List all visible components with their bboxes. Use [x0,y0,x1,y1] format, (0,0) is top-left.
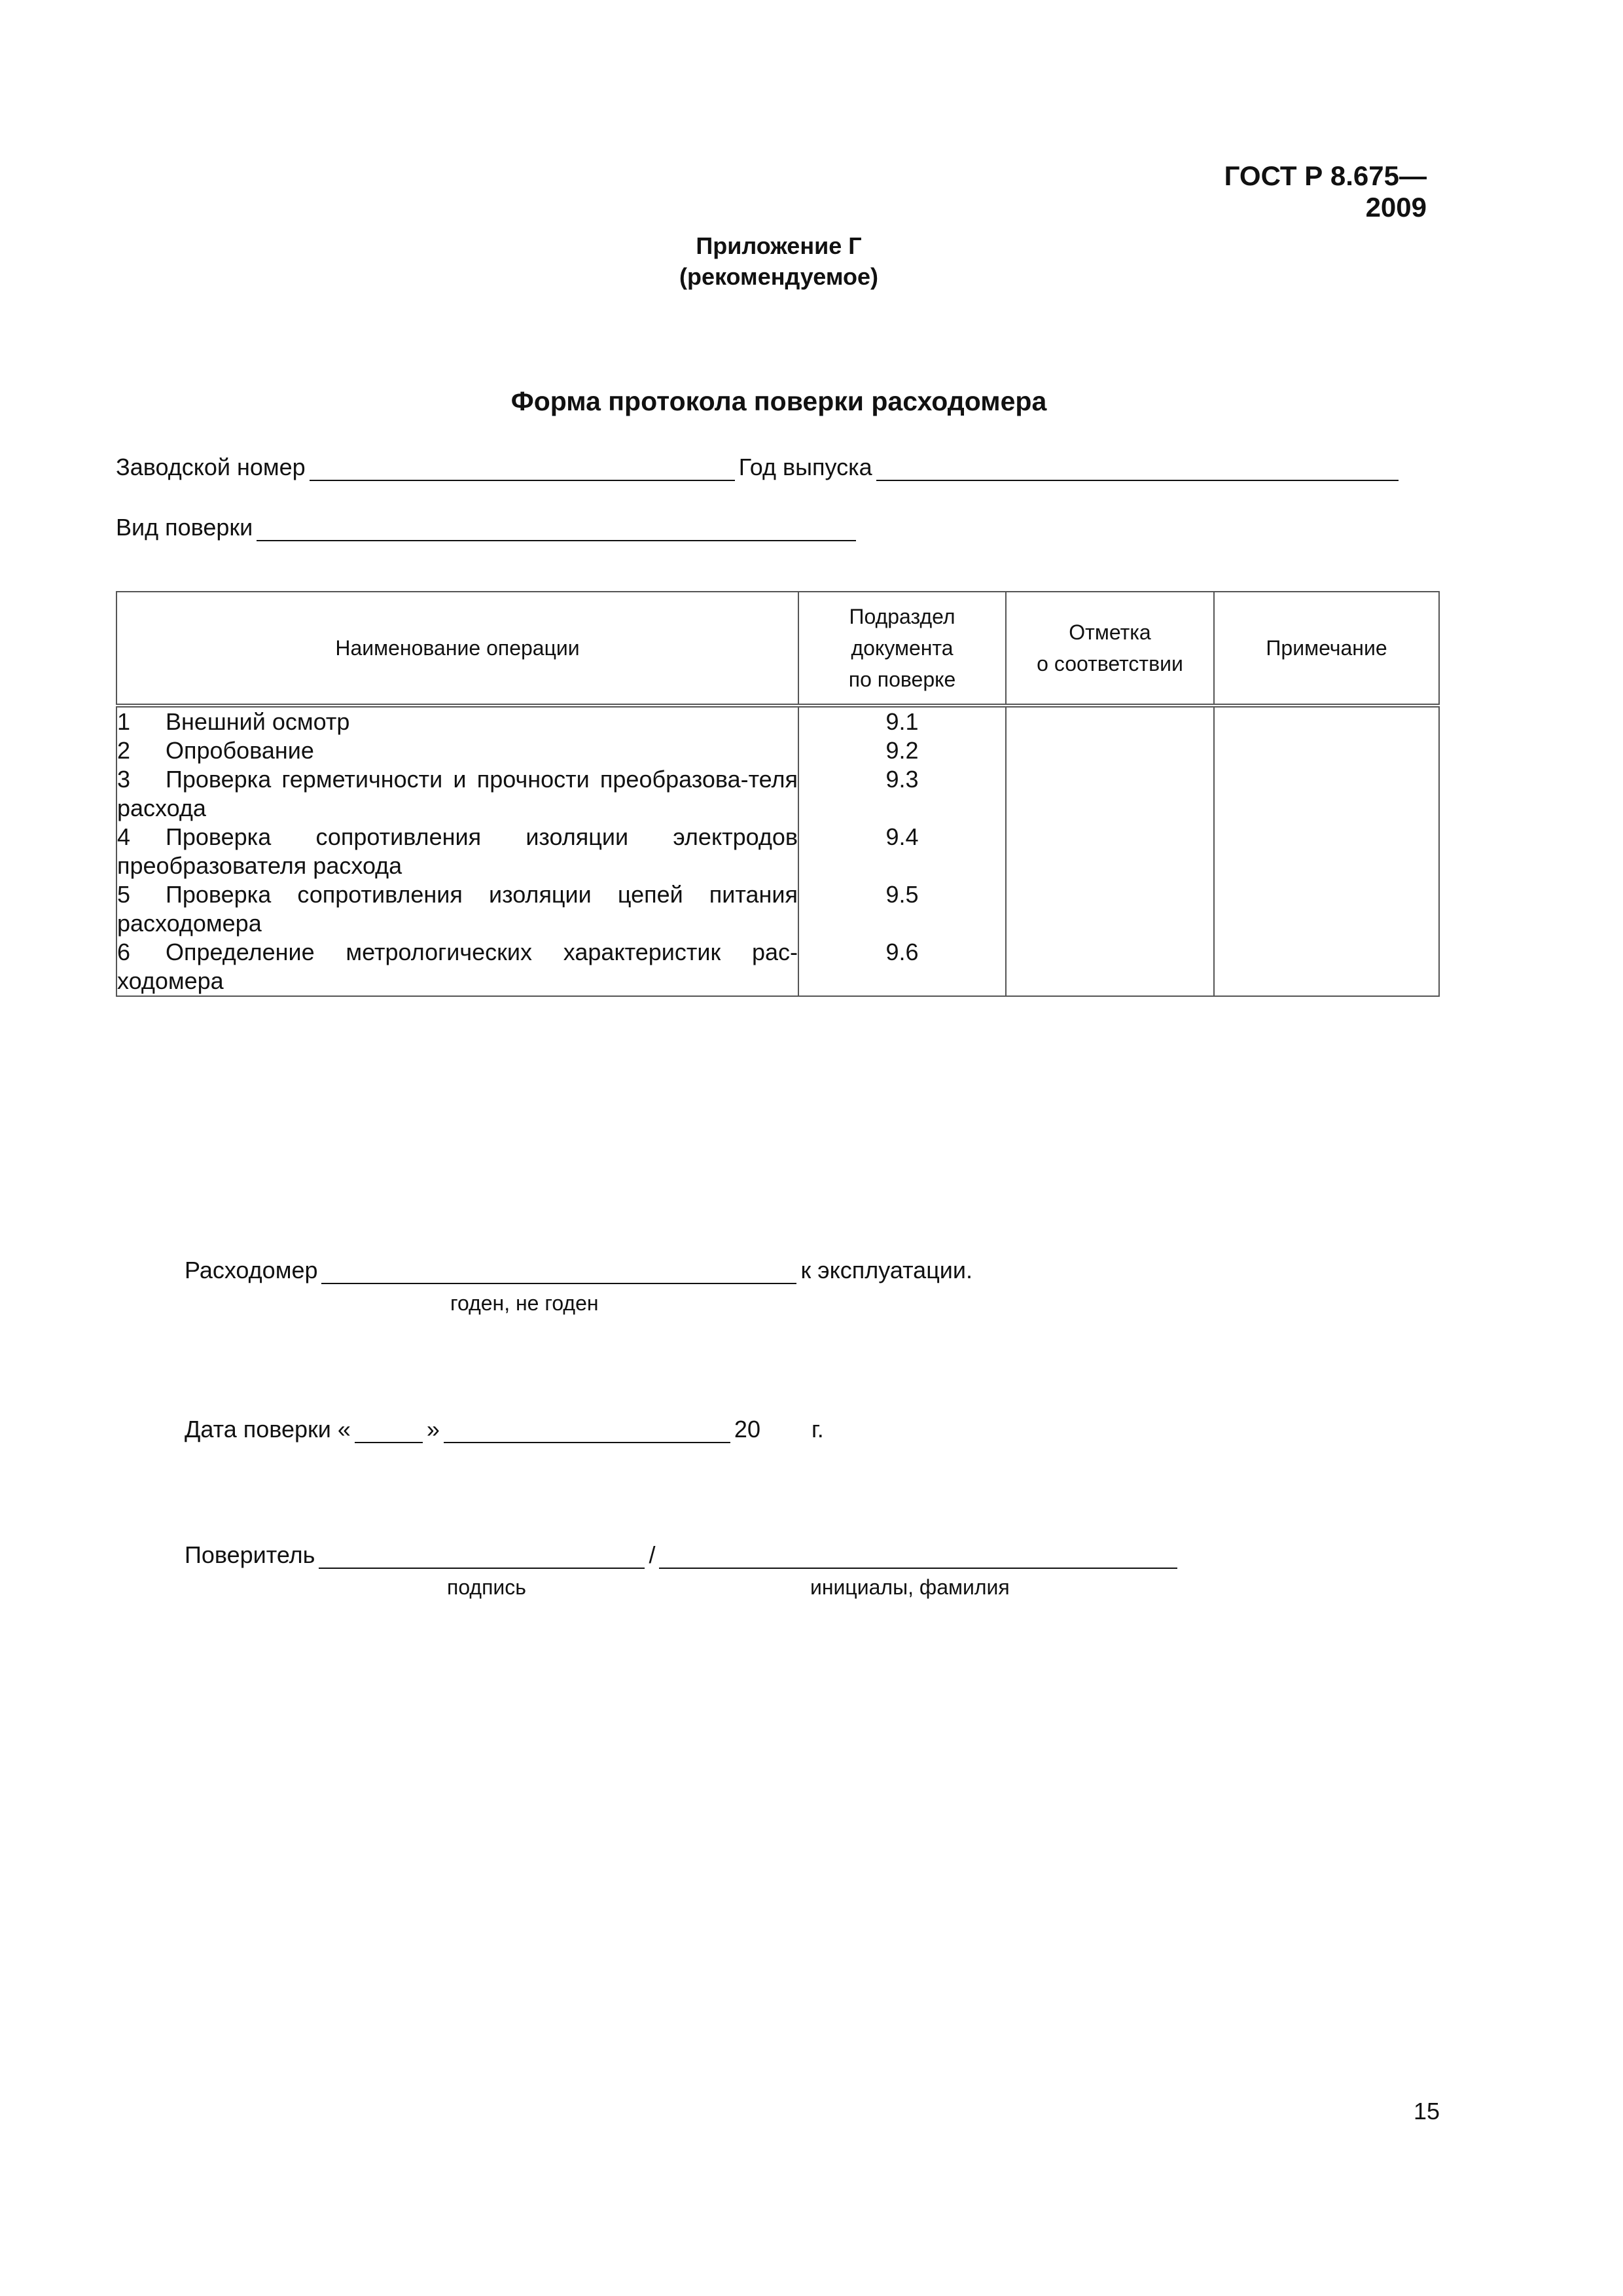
year-blank[interactable] [876,457,1399,481]
section-cell: 9.3 [798,765,1006,823]
header-mark [1006,592,1214,706]
operation-number: 1 [117,708,131,735]
note-cell[interactable] [1214,706,1439,736]
conclusion-hint: годен, не годен [450,1291,599,1315]
operation-text: Определение метрологических характеристик рас-ходомера [117,939,798,994]
signature-blank[interactable] [319,1545,645,1569]
mark-cell[interactable] [1006,880,1214,938]
name-blank[interactable] [659,1545,1177,1569]
date-label: Дата поверки « [185,1416,351,1443]
operation-cell [116,765,798,823]
note-cell[interactable] [1214,765,1439,823]
header-mark-line-1: Отметка [1069,620,1151,644]
header-operation: Наименование операции [116,592,798,706]
operation-text: Опробование [166,737,314,764]
type-blank[interactable] [257,518,856,541]
day-blank[interactable] [355,1420,423,1443]
standard-number: ГОСТ Р 8.675—2009 [1224,160,1427,223]
verifier-row [185,1541,1181,1569]
serial-label: Заводской номер [116,454,306,480]
operation-cell [116,823,798,880]
note-cell[interactable] [1214,880,1439,938]
note-cell[interactable] [1214,938,1439,996]
year-label: Год выпуска [738,454,872,480]
section-cell: 9.1 [798,706,1006,736]
operation-cell [116,880,798,938]
note-cell[interactable] [1214,736,1439,765]
operation-cell [116,938,798,996]
conclusion-blank[interactable] [321,1261,796,1284]
note-cell[interactable] [1214,823,1439,880]
section-cell: 9.6 [798,938,1006,996]
operation-cell [116,736,798,765]
operations-table [116,591,1440,997]
table-row [116,880,1439,938]
conclusion-label: Расходомер [185,1257,318,1283]
section-cell: 9.4 [798,823,1006,880]
header-section [798,592,1006,706]
section-cell: 9.5 [798,880,1006,938]
mark-cell[interactable] [1006,706,1214,736]
section-cell: 9.2 [798,736,1006,765]
month-blank[interactable] [444,1420,730,1443]
serial-blank[interactable] [310,457,735,481]
operation-number: 5 [117,881,131,908]
header-section-line-1: Подраздел [849,605,955,628]
header-note: Примечание [1214,592,1439,706]
table-row [116,765,1439,823]
operation-number: 3 [117,766,131,793]
operation-text: Внешний осмотр [166,708,350,735]
table-row [116,938,1439,996]
operation-cell [116,706,798,736]
date-row [185,1416,824,1443]
table-row [116,706,1439,736]
mark-cell[interactable] [1006,823,1214,880]
header-mark-line-2: о соответствии [1037,652,1183,675]
operation-text: Проверка герметичности и прочности преобразова-теля расхода [117,766,798,821]
table-header-row [116,592,1439,706]
annex-title: Приложение Г [696,232,862,259]
verifier-label: Поверитель [185,1541,315,1568]
date-quote-close: » [426,1416,440,1443]
form-title: Форма протокола поверки расходомера [510,386,1047,416]
operation-number: 4 [117,823,131,850]
operation-text: Проверка сопротивления изоляции электродов преобразователя расхода [117,823,798,879]
conclusion-suffix: к эксплуатации. [800,1257,973,1283]
verifier-separator: / [649,1541,656,1568]
verification-type-row [116,514,860,541]
annex-kind: (рекомендуемое) [679,263,878,290]
conclusion-row [185,1257,972,1284]
mark-cell[interactable] [1006,736,1214,765]
name-hint: инициалы, фамилия [810,1575,1010,1599]
type-label: Вид поверки [116,514,253,541]
mark-cell[interactable] [1006,938,1214,996]
serial-year-row [116,454,1402,481]
table-row [116,823,1439,880]
header-section-line-3: по поверке [848,668,956,691]
operation-number: 6 [117,939,131,965]
year-suffix: г. [811,1416,824,1443]
page-number: 15 [1413,2098,1440,2125]
signature-hint: подпись [447,1575,526,1599]
year-prefix: 20 [734,1416,760,1443]
operation-text: Проверка сопротивления изоляции цепей питания расходомера [117,881,798,937]
table-row [116,736,1439,765]
mark-cell[interactable] [1006,765,1214,823]
operation-number: 2 [117,737,131,764]
header-section-line-2: документа [851,636,954,660]
